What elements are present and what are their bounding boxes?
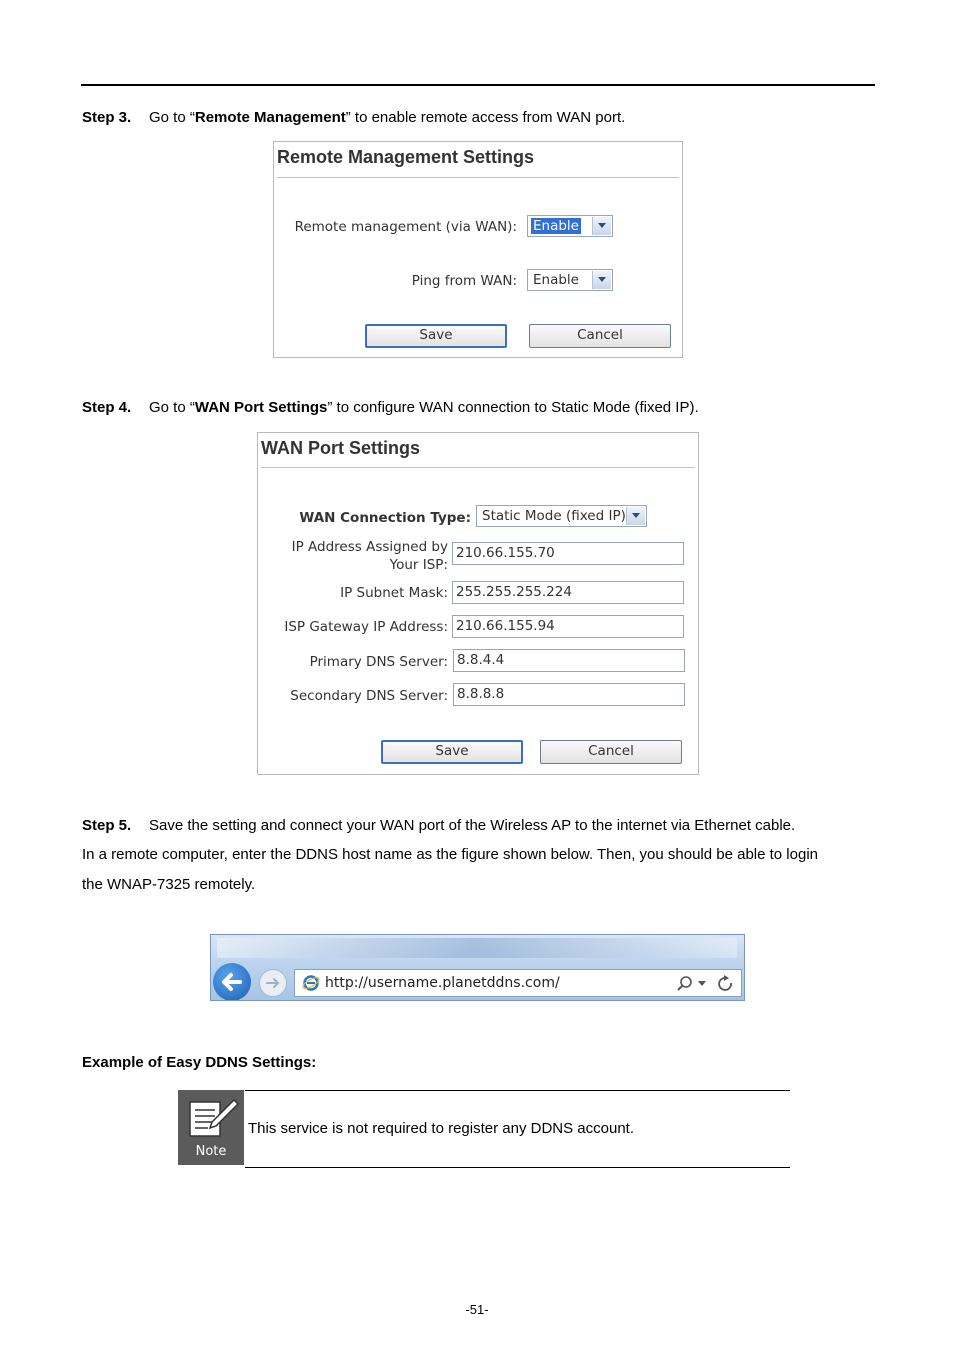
secondary-dns-label: Secondary DNS Server: [290, 688, 448, 704]
gateway-input[interactable]: 210.66.155.94 [452, 615, 684, 638]
step-4 [82, 399, 699, 417]
wan-connection-type-label: WAN Connection Type: [299, 510, 471, 526]
search-icon[interactable] [678, 977, 691, 990]
step-3-bold: Remote Management [194, 109, 346, 126]
note-top-rule [245, 1090, 790, 1091]
cancel-button[interactable]: Cancel [540, 740, 682, 764]
note-text: This service is not required to register any DDNS account. [248, 1120, 634, 1137]
back-arrow-icon [213, 963, 251, 1001]
step-3-label: Step 3. [82, 109, 132, 126]
primary-dns-input[interactable]: 8.8.4.4 [453, 649, 685, 672]
step-4-post: ” to configure WAN connection to Static Mode (fixed IP). [327, 399, 699, 416]
gateway-label: ISP Gateway IP Address: [284, 619, 448, 635]
save-button[interactable]: Save [381, 740, 523, 764]
wan-connection-type-select[interactable] [476, 505, 647, 527]
wan-port-panel [257, 432, 699, 775]
ip-address-label [292, 538, 448, 574]
primary-dns-label: Primary DNS Server: [309, 654, 448, 670]
notepad-pencil-icon [178, 1090, 244, 1142]
secondary-dns-input[interactable]: 8.8.8.8 [453, 683, 685, 706]
refresh-icon[interactable] [719, 975, 731, 990]
ip-address-label-line2: Your ISP: [389, 557, 448, 573]
ping-from-wan-select[interactable] [527, 269, 613, 291]
instruction-line-2: the WNAP-7325 remotely. [82, 876, 256, 893]
example-heading: Example of Easy DDNS Settings: [82, 1054, 317, 1071]
panel-title: Remote Management Settings [277, 147, 535, 167]
forward-button[interactable] [259, 969, 287, 997]
remote-management-label: Remote management (via WAN): [294, 219, 517, 235]
wan-connection-type-value: Static Mode (fixed IP) [482, 508, 626, 524]
step-4-bold: WAN Port Settings [194, 399, 328, 416]
save-button[interactable]: Save [365, 324, 507, 348]
blurred-tab-strip [217, 938, 737, 958]
step-5 [82, 817, 795, 835]
page-number: -51- [465, 1302, 489, 1317]
cancel-button[interactable]: Cancel [529, 324, 671, 348]
forward-arrow-icon [260, 970, 286, 996]
title-divider [277, 177, 679, 178]
header-rule [81, 84, 875, 86]
step-4-pre: Go to “ [149, 399, 195, 416]
step-4-label: Step 4. [82, 399, 132, 416]
chevron-down-icon[interactable] [592, 271, 611, 289]
remote-management-select[interactable] [527, 215, 613, 237]
subnet-mask-input[interactable]: 255.255.255.224 [452, 581, 684, 604]
chevron-down-icon[interactable] [592, 217, 611, 235]
instruction-line-1: In a remote computer, enter the DDNS host name as the figure shown below. Then, you should be able to login [82, 846, 818, 863]
ping-from-wan-label: Ping from WAN: [411, 273, 517, 289]
address-bar-tools [677, 974, 735, 992]
back-button[interactable] [213, 963, 251, 1001]
subnet-mask-label: IP Subnet Mask: [340, 585, 448, 601]
note-icon [178, 1090, 244, 1165]
chevron-down-icon[interactable] [698, 981, 706, 986]
chevron-down-icon[interactable] [626, 507, 645, 525]
remote-management-panel [273, 141, 683, 358]
ip-address-label-line1: IP Address Assigned by [291, 539, 448, 555]
step-3 [82, 109, 625, 127]
internet-explorer-icon [302, 974, 320, 992]
step-5-text: Save the setting and connect your WAN port of the Wireless AP to the internet via Ethernet cable. [149, 817, 796, 834]
address-bar[interactable] [294, 969, 742, 997]
title-divider [261, 467, 695, 468]
panel-title: WAN Port Settings [261, 438, 421, 458]
remote-management-value: Enable [533, 218, 579, 234]
step-3-post: ” to enable remote access from WAN port. [345, 109, 626, 126]
note-label: Note [195, 1144, 227, 1159]
ip-address-input[interactable]: 210.66.155.70 [452, 542, 684, 565]
step-5-label: Step 5. [82, 817, 132, 834]
ping-from-wan-value: Enable [533, 272, 579, 288]
note-bottom-rule [245, 1167, 790, 1168]
step-3-pre: Go to “ [149, 109, 195, 126]
url-text[interactable]: http://username.planetddns.com/ [325, 975, 560, 991]
browser-toolbar [210, 934, 745, 1001]
